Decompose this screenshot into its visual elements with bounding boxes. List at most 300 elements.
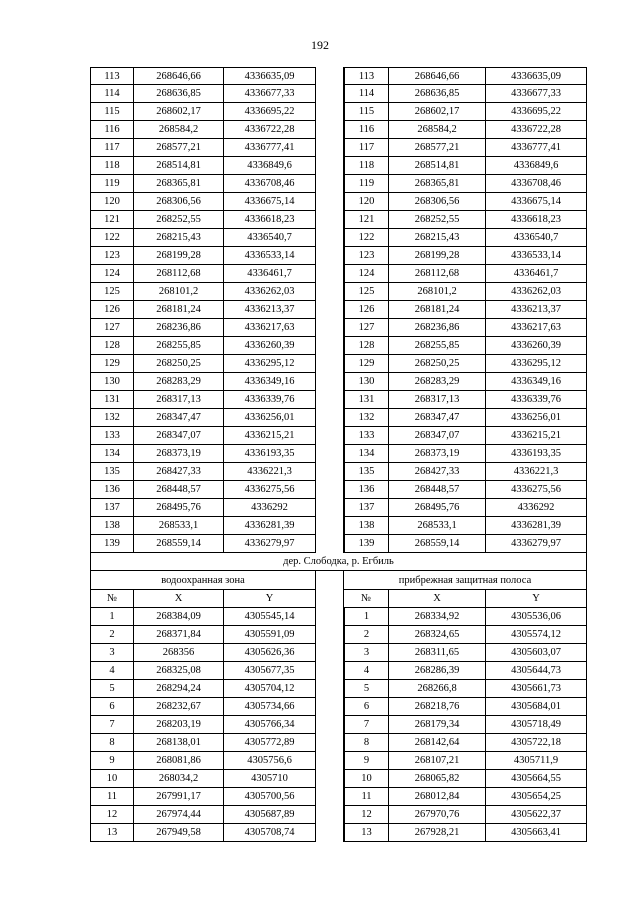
table-row xyxy=(90,517,587,535)
right-number-cell: 116 xyxy=(344,121,389,139)
column-gap xyxy=(316,355,344,373)
table-row xyxy=(90,121,587,139)
right-x-header: X xyxy=(389,590,486,608)
table-row xyxy=(90,463,587,481)
right-number-cell: 121 xyxy=(344,211,389,229)
column-gap xyxy=(316,481,344,499)
right-number-cell: 5 xyxy=(344,680,389,698)
right-number-cell: 12 xyxy=(344,806,389,824)
left-y-cell: 4336217,63 xyxy=(224,319,316,337)
right-x-cell: 267928,21 xyxy=(389,824,486,842)
left-y-cell: 4336281,39 xyxy=(224,517,316,535)
right-number-cell: 118 xyxy=(344,157,389,175)
right-y-cell: 4336281,39 xyxy=(486,517,587,535)
column-gap xyxy=(316,175,344,193)
page-number: 192 xyxy=(311,38,329,52)
right-number-cell: 1 xyxy=(344,608,389,626)
right-number-cell: 135 xyxy=(344,463,389,481)
right-y-cell: 4336217,63 xyxy=(486,319,587,337)
left-y-cell: 4305766,34 xyxy=(224,716,316,734)
right-x-cell: 268324,65 xyxy=(389,626,486,644)
left-number-cell: 123 xyxy=(90,247,134,265)
left-number-cell: 126 xyxy=(90,301,134,319)
column-gap xyxy=(316,283,344,301)
right-number-cell: 7 xyxy=(344,716,389,734)
left-y-cell: 4336262,03 xyxy=(224,283,316,301)
right-x-cell: 268101,2 xyxy=(389,283,486,301)
left-y-cell: 4336533,14 xyxy=(224,247,316,265)
left-x-cell: 268373,19 xyxy=(134,445,224,463)
left-x-cell: 268199,28 xyxy=(134,247,224,265)
left-y-cell: 4336295,12 xyxy=(224,355,316,373)
table-row xyxy=(90,806,587,824)
left-x-cell: 268584,2 xyxy=(134,121,224,139)
table-row xyxy=(90,229,587,247)
column-gap xyxy=(316,67,344,85)
left-y-cell: 4305700,56 xyxy=(224,788,316,806)
right-number-cell: 6 xyxy=(344,698,389,716)
left-x-cell: 268514,81 xyxy=(134,157,224,175)
column-gap xyxy=(316,535,344,553)
left-heading: водоохранная зона xyxy=(90,571,316,590)
table-row xyxy=(90,788,587,806)
left-y-cell: 4305545,14 xyxy=(224,608,316,626)
left-y-cell: 4305734,66 xyxy=(224,698,316,716)
right-number-cell: 120 xyxy=(344,193,389,211)
left-number-cell: 122 xyxy=(90,229,134,247)
left-x-cell: 268325,08 xyxy=(134,662,224,680)
table-row xyxy=(90,193,587,211)
left-number-cell: 116 xyxy=(90,121,134,139)
right-y-cell: 4305644,73 xyxy=(486,662,587,680)
right-y-cell: 4336256,01 xyxy=(486,409,587,427)
left-y-cell: 4336675,14 xyxy=(224,193,316,211)
table-row xyxy=(90,824,587,842)
coordinates-table xyxy=(90,67,587,842)
section-title: дер. Слободка, р. Егбиль xyxy=(90,553,587,571)
right-number-cell: 125 xyxy=(344,283,389,301)
left-y-cell: 4336275,56 xyxy=(224,481,316,499)
left-y-cell: 4336260,39 xyxy=(224,337,316,355)
column-gap xyxy=(316,680,344,698)
right-y-cell: 4336618,23 xyxy=(486,211,587,229)
right-y-cell: 4336215,21 xyxy=(486,427,587,445)
right-x-cell: 268317,13 xyxy=(389,391,486,409)
column-gap xyxy=(316,788,344,806)
column-gap xyxy=(316,626,344,644)
left-number-cell: 138 xyxy=(90,517,134,535)
left-y-cell: 4336777,41 xyxy=(224,139,316,157)
left-number-cell: 118 xyxy=(90,157,134,175)
right-y-cell: 4336193,35 xyxy=(486,445,587,463)
left-number-cell: 128 xyxy=(90,337,134,355)
right-x-cell: 268584,2 xyxy=(389,121,486,139)
left-number-cell: 10 xyxy=(90,770,134,788)
column-gap xyxy=(316,139,344,157)
right-y-cell: 4336349,16 xyxy=(486,373,587,391)
right-x-cell: 268218,76 xyxy=(389,698,486,716)
left-y-cell: 4305708,74 xyxy=(224,824,316,842)
right-number-cell: 4 xyxy=(344,662,389,680)
right-x-cell: 268495,76 xyxy=(389,499,486,517)
column-gap xyxy=(316,391,344,409)
left-number-cell: 8 xyxy=(90,734,134,752)
left-y-cell: 4305704,12 xyxy=(224,680,316,698)
left-y-cell: 4336256,01 xyxy=(224,409,316,427)
left-number-cell: 127 xyxy=(90,319,134,337)
right-y-cell: 4336777,41 xyxy=(486,139,587,157)
left-number-cell: 2 xyxy=(90,626,134,644)
left-y-cell: 4305687,89 xyxy=(224,806,316,824)
right-y-cell: 4336213,37 xyxy=(486,301,587,319)
right-x-cell: 268365,81 xyxy=(389,175,486,193)
left-y-cell: 4336635,09 xyxy=(224,67,316,85)
right-x-cell: 268283,29 xyxy=(389,373,486,391)
right-number-cell: 129 xyxy=(344,355,389,373)
table-row xyxy=(90,734,587,752)
column-gap xyxy=(316,716,344,734)
table-row xyxy=(90,716,587,734)
right-x-cell: 268065,82 xyxy=(389,770,486,788)
right-number-cell: 134 xyxy=(344,445,389,463)
left-y-cell: 4336215,21 xyxy=(224,427,316,445)
left-x-cell: 268347,07 xyxy=(134,427,224,445)
right-y-cell: 4305664,55 xyxy=(486,770,587,788)
table-row xyxy=(90,139,587,157)
right-y-cell: 4336461,7 xyxy=(486,265,587,283)
left-x-cell: 268602,17 xyxy=(134,103,224,121)
right-x-cell: 268373,19 xyxy=(389,445,486,463)
table-row xyxy=(90,391,587,409)
left-x-cell: 268448,57 xyxy=(134,481,224,499)
column-gap xyxy=(316,824,344,842)
table-row xyxy=(90,283,587,301)
right-number-cell: 9 xyxy=(344,752,389,770)
table-row xyxy=(90,67,587,85)
right-number-cell: 127 xyxy=(344,319,389,337)
right-y-cell: 4336533,14 xyxy=(486,247,587,265)
left-y-cell: 4305772,89 xyxy=(224,734,316,752)
left-number-header: № xyxy=(90,590,134,608)
left-x-cell: 268203,19 xyxy=(134,716,224,734)
right-number-cell: 2 xyxy=(344,626,389,644)
left-number-cell: 132 xyxy=(90,409,134,427)
right-number-cell: 13 xyxy=(344,824,389,842)
left-y-cell: 4305756,6 xyxy=(224,752,316,770)
left-y-header: Y xyxy=(224,590,316,608)
right-x-cell: 268252,55 xyxy=(389,211,486,229)
left-x-header: X xyxy=(134,590,224,608)
right-number-header: № xyxy=(344,590,389,608)
left-y-cell: 4336213,37 xyxy=(224,301,316,319)
column-gap xyxy=(316,608,344,626)
left-number-cell: 115 xyxy=(90,103,134,121)
right-number-cell: 136 xyxy=(344,481,389,499)
left-number-cell: 13 xyxy=(90,824,134,842)
left-number-cell: 120 xyxy=(90,193,134,211)
right-number-cell: 137 xyxy=(344,499,389,517)
table-row xyxy=(90,445,587,463)
table-row xyxy=(90,211,587,229)
column-gap xyxy=(316,590,344,608)
right-x-cell: 268427,33 xyxy=(389,463,486,481)
right-x-cell: 267970,76 xyxy=(389,806,486,824)
left-y-cell: 4336677,33 xyxy=(224,85,316,103)
right-number-cell: 132 xyxy=(344,409,389,427)
right-x-cell: 268347,47 xyxy=(389,409,486,427)
right-x-cell: 268602,17 xyxy=(389,103,486,121)
left-y-cell: 4336695,22 xyxy=(224,103,316,121)
table-row xyxy=(90,662,587,680)
left-x-cell: 268112,68 xyxy=(134,265,224,283)
right-y-cell: 4336295,12 xyxy=(486,355,587,373)
column-header-row xyxy=(90,590,587,608)
left-y-cell: 4336339,76 xyxy=(224,391,316,409)
column-gap xyxy=(316,265,344,283)
column-gap xyxy=(316,517,344,535)
column-gap xyxy=(316,103,344,121)
right-y-cell: 4305718,49 xyxy=(486,716,587,734)
left-y-cell: 4336849,6 xyxy=(224,157,316,175)
right-y-cell: 4305603,07 xyxy=(486,644,587,662)
left-y-cell: 4336708,46 xyxy=(224,175,316,193)
table-row xyxy=(90,337,587,355)
right-y-cell: 4336677,33 xyxy=(486,85,587,103)
right-y-cell: 4336339,76 xyxy=(486,391,587,409)
table-row xyxy=(90,481,587,499)
left-x-cell: 268347,47 xyxy=(134,409,224,427)
table-row xyxy=(90,319,587,337)
left-number-cell: 125 xyxy=(90,283,134,301)
table-row xyxy=(90,644,587,662)
left-y-cell: 4336292 xyxy=(224,499,316,517)
right-x-cell: 268012,84 xyxy=(389,788,486,806)
column-gap xyxy=(316,806,344,824)
table-row xyxy=(90,698,587,716)
left-y-cell: 4336618,23 xyxy=(224,211,316,229)
left-number-cell: 121 xyxy=(90,211,134,229)
right-x-cell: 268236,86 xyxy=(389,319,486,337)
right-x-cell: 268347,07 xyxy=(389,427,486,445)
table-row xyxy=(90,680,587,698)
left-number-cell: 7 xyxy=(90,716,134,734)
left-number-cell: 135 xyxy=(90,463,134,481)
right-x-cell: 268311,65 xyxy=(389,644,486,662)
left-x-cell: 268636,85 xyxy=(134,85,224,103)
right-y-cell: 4305711,9 xyxy=(486,752,587,770)
right-heading: прибрежная защитная полоса xyxy=(344,571,587,590)
table-row xyxy=(90,265,587,283)
table-row xyxy=(90,157,587,175)
right-y-cell: 4336275,56 xyxy=(486,481,587,499)
table-row xyxy=(90,499,587,517)
left-x-cell: 268034,2 xyxy=(134,770,224,788)
table-row xyxy=(90,535,587,553)
left-x-cell: 268294,24 xyxy=(134,680,224,698)
column-gap xyxy=(316,193,344,211)
right-y-cell: 4305654,25 xyxy=(486,788,587,806)
right-y-cell: 4336635,09 xyxy=(486,67,587,85)
left-x-cell: 268533,1 xyxy=(134,517,224,535)
right-x-cell: 268533,1 xyxy=(389,517,486,535)
left-number-cell: 114 xyxy=(90,85,134,103)
right-y-cell: 4336695,22 xyxy=(486,103,587,121)
right-number-cell: 139 xyxy=(344,535,389,553)
table-row xyxy=(90,103,587,121)
right-y-cell: 4336221,3 xyxy=(486,463,587,481)
table-row xyxy=(90,626,587,644)
right-y-header: Y xyxy=(486,590,587,608)
right-y-cell: 4336849,6 xyxy=(486,157,587,175)
right-x-cell: 268112,68 xyxy=(389,265,486,283)
right-number-cell: 126 xyxy=(344,301,389,319)
column-gap xyxy=(316,247,344,265)
right-number-cell: 10 xyxy=(344,770,389,788)
left-x-cell: 268495,76 xyxy=(134,499,224,517)
column-gap xyxy=(316,752,344,770)
column-gap xyxy=(316,698,344,716)
left-y-cell: 4305677,35 xyxy=(224,662,316,680)
left-x-cell: 268252,55 xyxy=(134,211,224,229)
left-number-cell: 133 xyxy=(90,427,134,445)
lower-table xyxy=(90,608,587,842)
left-number-cell: 139 xyxy=(90,535,134,553)
right-x-cell: 268250,25 xyxy=(389,355,486,373)
table-row xyxy=(90,752,587,770)
table-row xyxy=(90,355,587,373)
column-gap xyxy=(316,211,344,229)
table-row xyxy=(90,373,587,391)
left-number-cell: 4 xyxy=(90,662,134,680)
table-row xyxy=(90,175,587,193)
right-number-cell: 114 xyxy=(344,85,389,103)
left-x-cell: 268250,25 xyxy=(134,355,224,373)
left-x-cell: 268646,66 xyxy=(134,67,224,85)
table-row xyxy=(90,409,587,427)
right-x-cell: 268179,34 xyxy=(389,716,486,734)
right-number-cell: 123 xyxy=(344,247,389,265)
right-number-cell: 11 xyxy=(344,788,389,806)
table-row xyxy=(90,85,587,103)
column-gap xyxy=(316,373,344,391)
column-gap xyxy=(316,427,344,445)
left-y-cell: 4336722,28 xyxy=(224,121,316,139)
left-x-cell: 268356 xyxy=(134,644,224,662)
left-x-cell: 268215,43 xyxy=(134,229,224,247)
left-y-cell: 4336221,3 xyxy=(224,463,316,481)
column-gap xyxy=(316,85,344,103)
column-gap xyxy=(316,319,344,337)
right-number-cell: 117 xyxy=(344,139,389,157)
left-number-cell: 117 xyxy=(90,139,134,157)
column-gap xyxy=(316,463,344,481)
left-x-cell: 268384,09 xyxy=(134,608,224,626)
right-number-cell: 133 xyxy=(344,427,389,445)
table-row xyxy=(90,301,587,319)
left-y-cell: 4336349,16 xyxy=(224,373,316,391)
left-x-cell: 268559,14 xyxy=(134,535,224,553)
right-number-cell: 115 xyxy=(344,103,389,121)
left-y-cell: 4336461,7 xyxy=(224,265,316,283)
right-x-cell: 268646,66 xyxy=(389,67,486,85)
right-y-cell: 4305663,41 xyxy=(486,824,587,842)
right-number-cell: 119 xyxy=(344,175,389,193)
right-x-cell: 268181,24 xyxy=(389,301,486,319)
right-y-cell: 4305722,18 xyxy=(486,734,587,752)
left-number-cell: 130 xyxy=(90,373,134,391)
right-number-cell: 131 xyxy=(344,391,389,409)
table-row xyxy=(90,770,587,788)
left-x-cell: 268317,13 xyxy=(134,391,224,409)
left-number-cell: 11 xyxy=(90,788,134,806)
left-number-cell: 129 xyxy=(90,355,134,373)
left-number-cell: 131 xyxy=(90,391,134,409)
left-y-cell: 4305710 xyxy=(224,770,316,788)
left-number-cell: 1 xyxy=(90,608,134,626)
right-x-cell: 268559,14 xyxy=(389,535,486,553)
left-number-cell: 119 xyxy=(90,175,134,193)
left-number-cell: 124 xyxy=(90,265,134,283)
right-y-cell: 4336292 xyxy=(486,499,587,517)
right-x-cell: 268448,57 xyxy=(389,481,486,499)
left-number-cell: 137 xyxy=(90,499,134,517)
right-x-cell: 268577,21 xyxy=(389,139,486,157)
right-y-cell: 4336540,7 xyxy=(486,229,587,247)
column-gap xyxy=(316,499,344,517)
right-number-cell: 8 xyxy=(344,734,389,752)
right-number-cell: 113 xyxy=(344,67,389,85)
right-number-cell: 124 xyxy=(344,265,389,283)
right-x-cell: 268636,85 xyxy=(389,85,486,103)
table-row xyxy=(90,427,587,445)
left-number-cell: 136 xyxy=(90,481,134,499)
right-y-cell: 4336279,97 xyxy=(486,535,587,553)
right-x-cell: 268306,56 xyxy=(389,193,486,211)
right-x-cell: 268255,85 xyxy=(389,337,486,355)
column-gap xyxy=(316,662,344,680)
right-y-cell: 4305574,12 xyxy=(486,626,587,644)
left-y-cell: 4305591,09 xyxy=(224,626,316,644)
left-number-cell: 113 xyxy=(90,67,134,85)
column-gap xyxy=(316,301,344,319)
right-x-cell: 268266,8 xyxy=(389,680,486,698)
right-x-cell: 268334,92 xyxy=(389,608,486,626)
right-number-cell: 130 xyxy=(344,373,389,391)
left-x-cell: 267991,17 xyxy=(134,788,224,806)
right-x-cell: 268199,28 xyxy=(389,247,486,265)
right-number-cell: 138 xyxy=(344,517,389,535)
column-gap xyxy=(316,121,344,139)
left-x-cell: 267974,44 xyxy=(134,806,224,824)
left-y-cell: 4336193,35 xyxy=(224,445,316,463)
column-gap xyxy=(316,409,344,427)
left-number-cell: 6 xyxy=(90,698,134,716)
left-x-cell: 268181,24 xyxy=(134,301,224,319)
subheading-row xyxy=(90,571,587,590)
left-x-cell: 268101,2 xyxy=(134,283,224,301)
left-x-cell: 268306,56 xyxy=(134,193,224,211)
right-number-cell: 122 xyxy=(344,229,389,247)
right-y-cell: 4336262,03 xyxy=(486,283,587,301)
column-gap xyxy=(316,770,344,788)
right-y-cell: 4305684,01 xyxy=(486,698,587,716)
left-y-cell: 4336279,97 xyxy=(224,535,316,553)
left-x-cell: 268236,86 xyxy=(134,319,224,337)
right-y-cell: 4305536,06 xyxy=(486,608,587,626)
right-y-cell: 4336722,28 xyxy=(486,121,587,139)
left-x-cell: 268138,01 xyxy=(134,734,224,752)
right-number-cell: 128 xyxy=(344,337,389,355)
